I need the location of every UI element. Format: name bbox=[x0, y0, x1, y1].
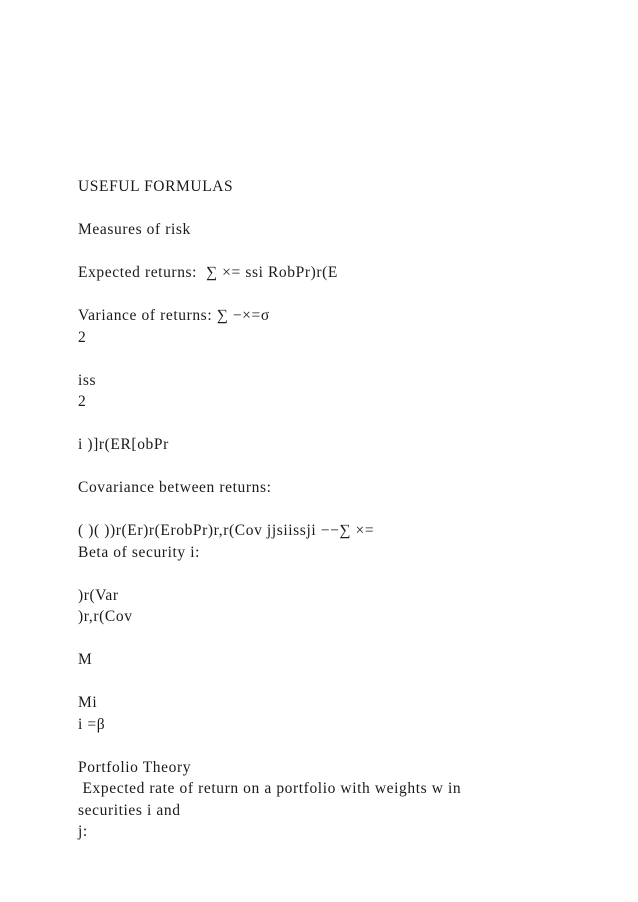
text-line: Expected rate of return on a portfolio with weights w in bbox=[78, 780, 462, 797]
document-body bbox=[78, 176, 618, 843]
text-line: Measures of risk bbox=[78, 221, 191, 238]
text-line: i )]r(ER[obPr bbox=[78, 436, 169, 453]
blank-line bbox=[78, 456, 618, 478]
text-line: Expected returns: ∑ ×= ssi RobPr)r(E bbox=[78, 264, 338, 281]
blank-line bbox=[78, 198, 618, 220]
blank-line bbox=[78, 499, 618, 521]
blank-line bbox=[78, 628, 618, 650]
blank-line bbox=[78, 284, 618, 306]
text-line: securities i and bbox=[78, 801, 181, 819]
text-line: )r,r(Cov bbox=[78, 608, 133, 625]
text-line: ( )( ))r(Er)r(ErobPr)r,r(Cov jjsiissji −−∑ ×= bbox=[78, 522, 375, 539]
text-line: Beta of security i: bbox=[78, 543, 201, 561]
blank-line bbox=[78, 348, 618, 370]
blank-line bbox=[78, 563, 618, 585]
text-line: M bbox=[78, 651, 93, 668]
blank-line bbox=[78, 241, 618, 263]
text-line: USEFUL FORMULAS bbox=[78, 178, 234, 195]
text-line: Portfolio Theory bbox=[78, 758, 192, 776]
text-line: iss bbox=[78, 371, 97, 389]
blank-line bbox=[78, 671, 618, 693]
text-line: 2 bbox=[78, 393, 87, 410]
text-line: i =β bbox=[78, 715, 106, 733]
text-line: Mi bbox=[78, 694, 98, 711]
text-line: j: bbox=[78, 823, 88, 840]
text-line: )r(Var bbox=[78, 586, 119, 604]
blank-line bbox=[78, 735, 618, 757]
text-line: Variance of returns: ∑ −×=σ bbox=[78, 307, 270, 324]
blank-line bbox=[78, 413, 618, 435]
text-line: 2 bbox=[78, 328, 87, 346]
text-line: Covariance between returns: bbox=[78, 479, 272, 496]
